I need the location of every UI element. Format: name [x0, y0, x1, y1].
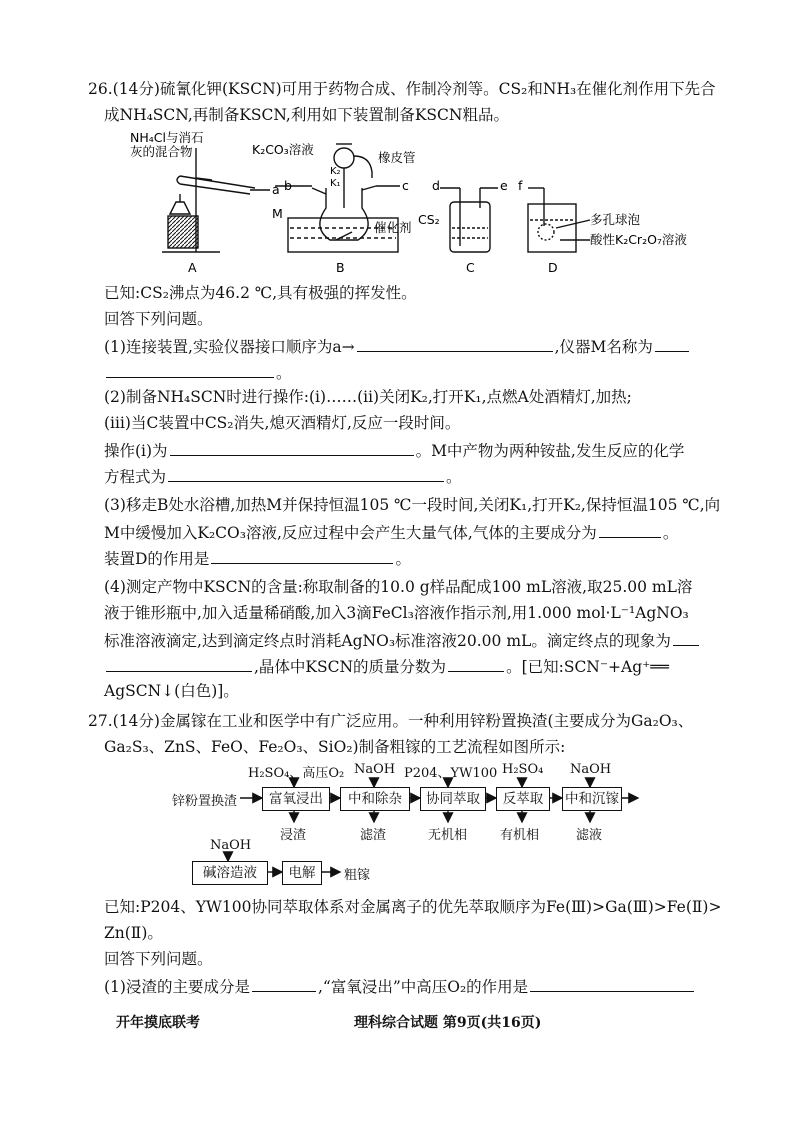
- q26-answer-prompt: 回答下列问题。: [104, 310, 213, 328]
- label-k2: K₂: [330, 166, 341, 177]
- answer-blank-4[interactable]: [170, 438, 414, 456]
- answer-blank-2[interactable]: [655, 334, 689, 352]
- answer-blank-8[interactable]: [673, 628, 699, 646]
- q26-p1-text-c: 。: [276, 364, 292, 382]
- label-a-mix-1: NH₄Cl与消石: [130, 130, 204, 145]
- stand-block: [168, 216, 198, 248]
- porous-bubble: [538, 224, 554, 240]
- answer-blank-5[interactable]: [168, 464, 444, 482]
- q26-p2-text-b: 。M中产物为两种铵盐,发生反应的化学: [415, 442, 685, 460]
- q27-known-2: Zn(Ⅱ)。: [104, 924, 163, 942]
- q26-p4-text-c: 。[已知:SCN⁻+Ag⁺══: [506, 658, 670, 676]
- inlet-b: [312, 188, 326, 194]
- answer-blank-7[interactable]: [211, 546, 393, 564]
- q26-part-2-line-1: (2)制备NH₄SCN时进行操作:(ⅰ)……(ⅱ)关闭K₂,打开K₁,点燃A处酒精灯,加热;: [104, 388, 632, 406]
- label-rubber-tube: 橡皮管: [378, 150, 416, 165]
- flow-box-back-extraction: 反萃取: [496, 787, 550, 811]
- flow-input-4: H₂SO₄: [502, 762, 544, 777]
- flow-output-5: 滤液: [576, 828, 603, 843]
- test-tube-bottom: [177, 176, 180, 184]
- q26-p3-text-c: 装置D的作用是: [104, 550, 210, 568]
- answer-blank-1[interactable]: [357, 334, 553, 352]
- dropping-funnel: [334, 148, 354, 168]
- label-bubble: 多孔球泡: [590, 212, 641, 227]
- label-port-e: e: [500, 178, 508, 193]
- clamp: [196, 178, 212, 180]
- q26-part-2-line-3: [104, 438, 684, 462]
- q26-known: 已知:CS₂沸点为46.2 ℃,具有极强的挥发性。: [104, 284, 417, 302]
- q27-line-2: Ga₂S₃、ZnS、FeO、Fe₂O₃、SiO₂)制备粗镓的工艺流程如图所示:: [104, 738, 566, 756]
- q26-p2-text-d: 。: [446, 468, 462, 486]
- q27-line-1: 27.(14分)金属镓在工业和医学中有广泛应用。一种利用锌粉置换渣(主要成分为Ga₂O₃、: [88, 712, 694, 730]
- q26-part-4-line-3: [104, 628, 701, 652]
- flow-arrows: [0, 760, 800, 890]
- q26-p2-text-c: 方程式为: [104, 468, 167, 486]
- beaker-d: [528, 204, 576, 252]
- label-apparatus-d: D: [548, 260, 558, 275]
- q26-part-4-line-5: AgSCN↓(白色)]。: [104, 682, 239, 700]
- q26-line-1: 26.(14分)硫氰化钾(KSCN)可用于药物合成、作制冷剂等。CS₂和NH₃在催化剂作用下先合: [88, 80, 716, 98]
- flow-box-electrolysis: 电解: [282, 861, 322, 885]
- q26-p4-text-b: ,晶体中KSCN的质量分数为: [254, 658, 447, 676]
- answer-blank-12[interactable]: [530, 974, 694, 992]
- q26-part-4-line-4: [104, 654, 669, 678]
- q26-p1-text-b: ,仪器M名称为: [554, 338, 653, 356]
- q26-p4-text-a: 标准溶液滴定,达到滴定终点时消耗AgNO₃标准溶液20.00 mL。滴定终点的现象为: [104, 632, 671, 650]
- rubber-tube: [354, 156, 372, 178]
- q26-part-2-line-4: [104, 464, 462, 488]
- flow-chart: [0, 760, 800, 890]
- q27-part-1: [104, 974, 696, 998]
- flow-output-1: 浸渣: [280, 828, 307, 843]
- flow-input-1: H₂SO₄、高压O₂: [248, 766, 345, 781]
- label-m: M: [272, 206, 283, 221]
- q27-known-1: 已知:P204、YW100协同萃取体系对金属离子的优先萃取顺序为Fe(Ⅲ)>Ga(Ⅲ)>Fe(Ⅱ)>: [104, 898, 722, 916]
- q27-p1-text-b: ,“富氧浸出”中高压O₂的作用是: [317, 978, 529, 996]
- footer-exam-name: 开年摸底联考: [116, 1015, 200, 1031]
- lamp: [170, 202, 190, 214]
- flow-input-3: P204、YW100: [404, 766, 498, 781]
- flow-input-2: NaOH: [354, 762, 396, 777]
- flow-output-4: 有机相: [500, 828, 540, 843]
- q26-part-4-line-1: (4)测定产物中KSCN的含量:称取制备的10.0 g样品配成100 mL溶液,取25.00 mL溶: [104, 578, 693, 596]
- answer-blank-9[interactable]: [106, 654, 252, 672]
- q26-part-3-line-3: [104, 546, 411, 570]
- flow-box-neutralize: 中和除杂: [340, 787, 410, 811]
- answer-blank-6[interactable]: [599, 520, 661, 538]
- q26-part-3-line-1: (3)移走B处水浴槽,加热M并保持恒温105 ℃一段时间,关闭K₁,打开K₂,保持恒温105 ℃,向: [104, 496, 721, 514]
- flow-input-5: NaOH: [570, 762, 612, 777]
- label-port-b: b: [284, 178, 292, 193]
- bottle-c: [450, 202, 490, 252]
- flow-output-2: 滤渣: [360, 828, 387, 843]
- label-port-d: d: [432, 178, 440, 193]
- label-port-a: a: [272, 182, 280, 197]
- flow-box-precipitate: 中和沉镓: [562, 787, 622, 811]
- label-dichromate: 酸性K₂Cr₂O₇溶液: [590, 232, 687, 247]
- label-catalyst: 催化剂: [374, 220, 412, 235]
- apparatus-drawing: [100, 128, 700, 278]
- flow-box-oxygen-leach: 富氧浸出: [262, 787, 330, 811]
- label-a-mix-2: 灰的混合物: [130, 144, 193, 159]
- footer-page-info: 理科综合试题 第9页(共16页): [354, 1015, 542, 1031]
- answer-blank-3[interactable]: [106, 360, 274, 378]
- label-port-f: f: [518, 178, 523, 193]
- flow-output-3: 无机相: [428, 828, 468, 843]
- flow-end: 粗镓: [344, 868, 371, 883]
- q27-answer-prompt: 回答下列问题。: [104, 950, 213, 968]
- apparatus-figure: [100, 128, 700, 278]
- label-port-c: c: [402, 178, 409, 193]
- q26-part-1: [104, 334, 691, 358]
- flow-box-extraction: 协同萃取: [420, 787, 486, 811]
- q26-part-3-line-2: [104, 520, 678, 544]
- flow-box-alkali-dissolve: 碱溶造液: [192, 861, 268, 885]
- stir-bar: [336, 232, 352, 240]
- label-apparatus-b: B: [336, 260, 345, 275]
- q26-line-2: 成NH₄SCN,再制备KSCN,利用如下装置制备KSCN粗品。: [104, 106, 509, 124]
- label-k2co3: K₂CO₃溶液: [252, 142, 314, 157]
- answer-blank-11[interactable]: [252, 974, 316, 992]
- answer-blank-10[interactable]: [448, 654, 504, 672]
- q26-p3-text-a: M中缓慢加入K₂CO₃溶液,反应过程中会产生大量气体,气体的主要成分为: [104, 524, 597, 542]
- flow-input-6: NaOH: [210, 838, 252, 853]
- q26-part-4-line-2: 液于锥形瓶中,加入适量稀硝酸,加入3滴FeCl₃溶液作指示剂,用1.000 mol·L⁻¹AgNO₃: [104, 604, 689, 622]
- q26-part-2-line-2: (ⅲ)当C装置中CS₂消失,熄灭酒精灯,反应一段时间。: [104, 414, 461, 432]
- q27-p1-text-a: (1)浸渣的主要成分是: [104, 978, 250, 996]
- q26-part-1-cont: [104, 360, 292, 384]
- q26-p3-text-d: 。: [395, 550, 411, 568]
- q26-p2-text-a: 操作(ⅰ)为: [104, 442, 168, 460]
- label-k1: K₁: [330, 178, 341, 189]
- label-cs2: CS₂: [418, 212, 440, 227]
- q26-p3-text-b: 。: [662, 524, 679, 542]
- label-apparatus-a: A: [188, 260, 197, 275]
- label-apparatus-c: C: [466, 260, 475, 275]
- q26-p1-text-a: (1)连接装置,实验仪器接口顺序为a→: [104, 338, 355, 356]
- flow-start: 锌粉置换渣: [172, 794, 238, 809]
- outlet-c: [362, 186, 376, 190]
